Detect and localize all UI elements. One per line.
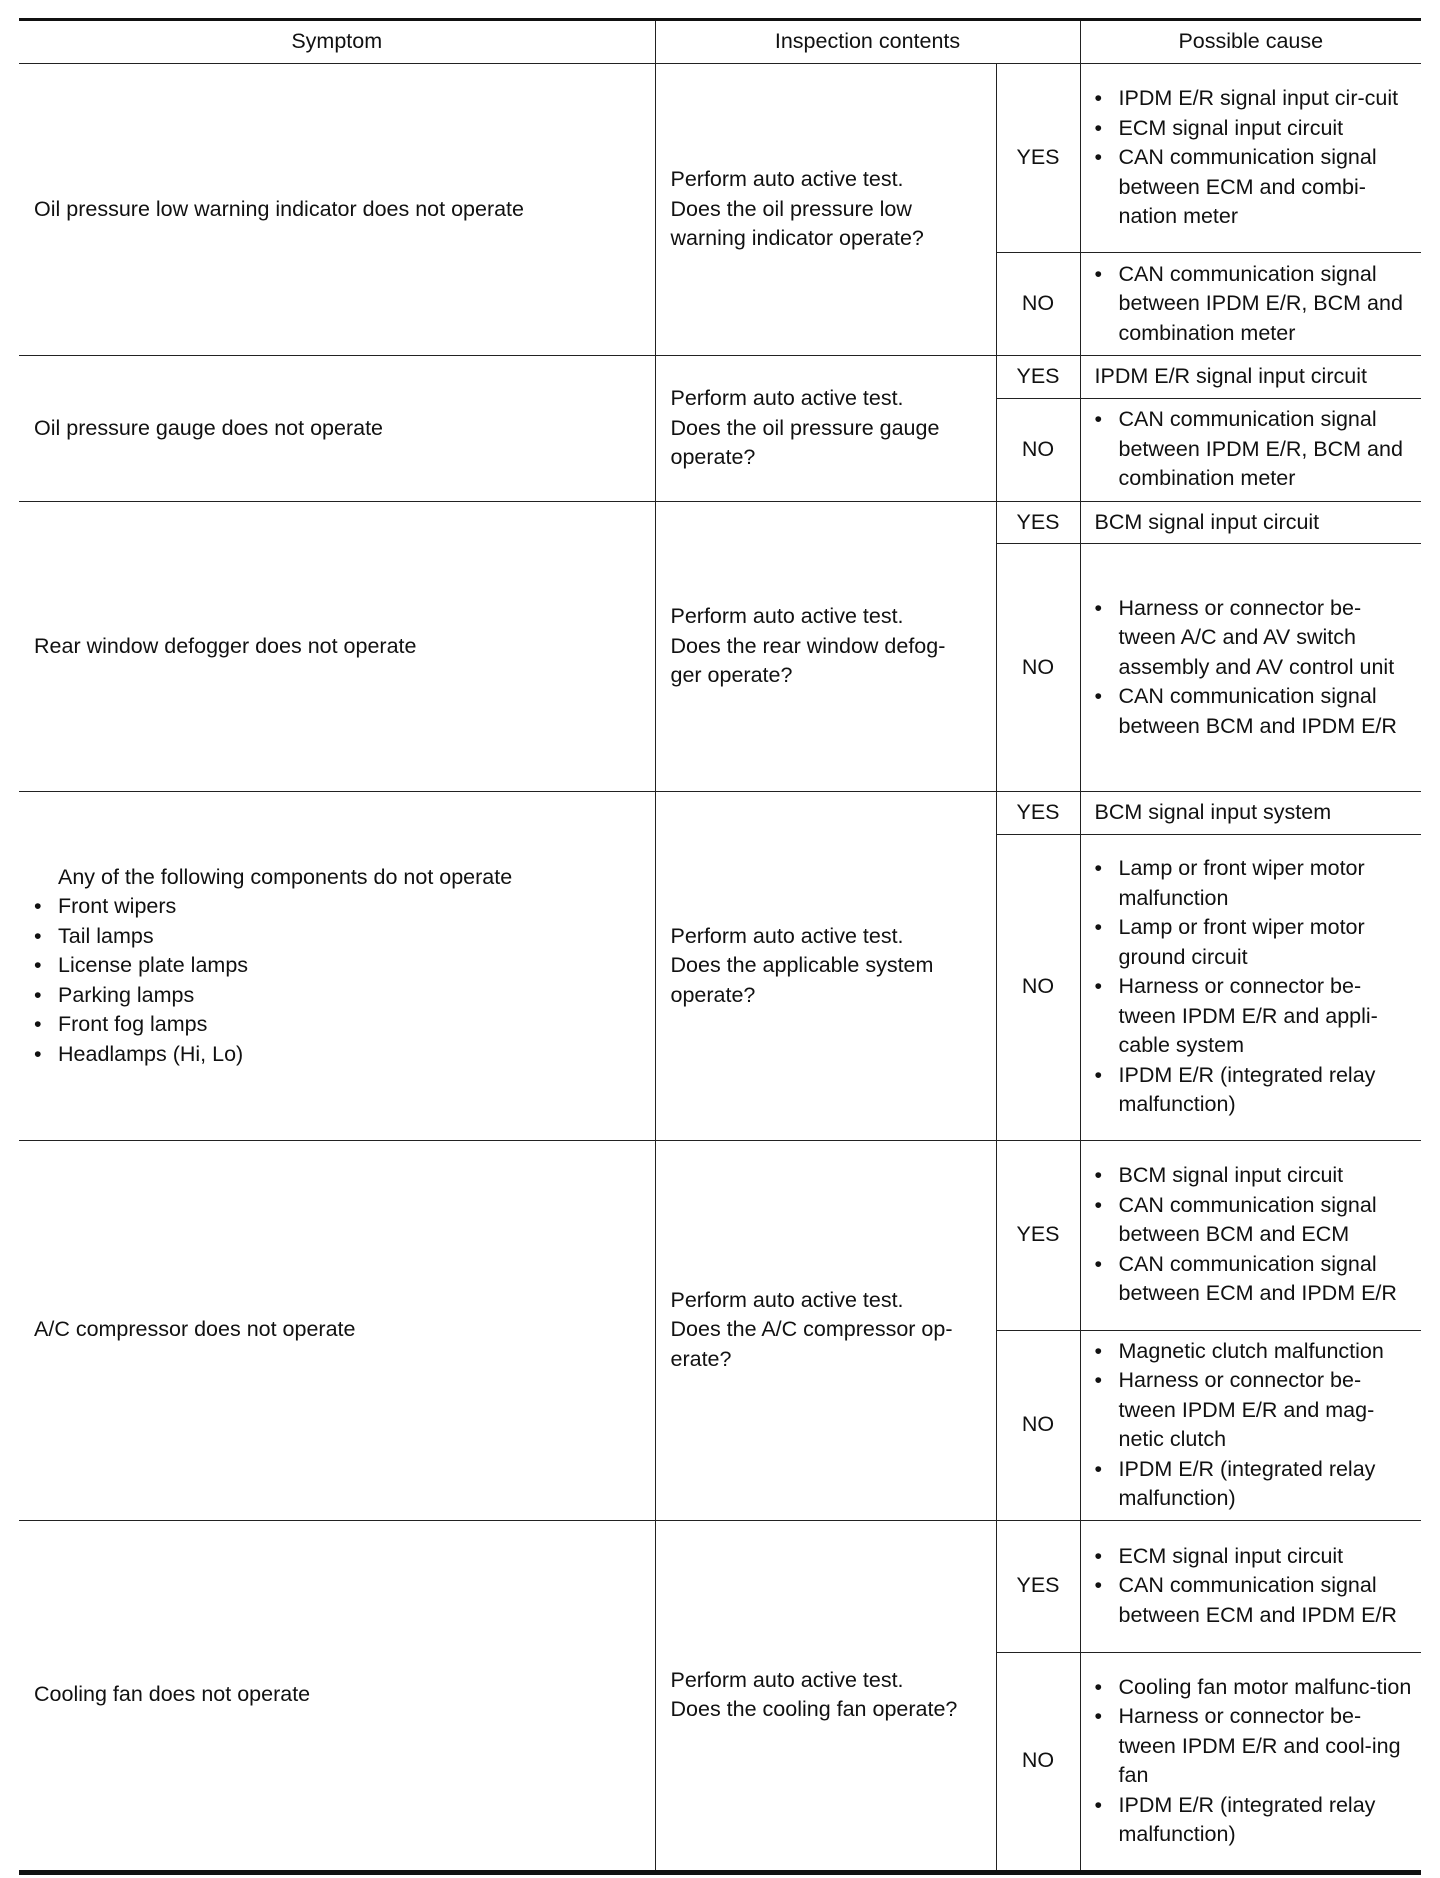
component-item: • Headlamps (Hi, Lo) bbox=[34, 1040, 639, 1070]
no-label: NO bbox=[996, 834, 1080, 1140]
cause-item: • Magnetic clutch malfunction bbox=[1095, 1337, 1414, 1367]
inspection-cell bbox=[655, 792, 996, 1141]
header-row bbox=[19, 20, 1421, 64]
no-label: NO bbox=[996, 1330, 1080, 1520]
table-row bbox=[19, 792, 1421, 835]
inspection-line: Does the oil pressure gauge bbox=[670, 415, 940, 440]
component-item: • Parking lamps bbox=[34, 981, 639, 1011]
inspection-cell bbox=[655, 356, 996, 502]
component-item: • License plate lamps bbox=[34, 951, 639, 981]
cause-item: • CAN communication signal between ECM and combi-nation meter bbox=[1095, 143, 1414, 232]
inspection-line: ger operate? bbox=[670, 663, 793, 687]
yes-label: YES bbox=[996, 356, 1080, 399]
cause-item: • CAN communication signal between IPDM E/R, BCM and combination meter bbox=[1095, 260, 1414, 349]
inspection-cell bbox=[655, 501, 996, 792]
no-label: NO bbox=[996, 253, 1080, 356]
cause-item: • Cooling fan motor malfunc-tion bbox=[1095, 1673, 1414, 1703]
header-cause: Possible cause bbox=[1080, 20, 1421, 64]
yes-label: YES bbox=[996, 792, 1080, 835]
inspection-line: warning indicator operate? bbox=[670, 226, 924, 251]
inspection-cell bbox=[655, 1520, 996, 1872]
inspection-line: Perform auto active test. bbox=[670, 386, 904, 410]
inspection-line: Perform auto active test. bbox=[670, 1287, 904, 1312]
possible-cause-cell bbox=[1080, 253, 1421, 356]
inspection-line: Perform auto active test. bbox=[670, 923, 904, 948]
table-row bbox=[19, 501, 1421, 544]
possible-cause-cell bbox=[1080, 834, 1421, 1140]
inspection-cell bbox=[655, 1140, 996, 1520]
cause-item: • CAN communication signal between BCM and ECM bbox=[1095, 1191, 1414, 1250]
table-row bbox=[19, 64, 1421, 253]
no-label: NO bbox=[996, 544, 1080, 792]
symptom-intro: Any of the following components do not operate bbox=[58, 864, 513, 889]
cause-item: • CAN communication signal between ECM and IPDM E/R bbox=[1095, 1250, 1414, 1309]
inspection-cell bbox=[655, 64, 996, 356]
cause-item: • Harness or connector be-tween IPDM E/R and mag-netic clutch bbox=[1095, 1366, 1414, 1455]
yes-label: YES bbox=[996, 64, 1080, 253]
inspection-line: Does the rear window defog- bbox=[670, 633, 946, 658]
symptom-cell: Cooling fan does not operate bbox=[19, 1520, 655, 1872]
yes-label: YES bbox=[996, 1520, 1080, 1652]
component-item: • Front wipers bbox=[34, 892, 639, 922]
table-row bbox=[19, 1520, 1421, 1652]
symptom-cell: A/C compressor does not operate bbox=[19, 1140, 655, 1520]
inspection-line: Does the A/C compressor op- bbox=[670, 1317, 953, 1342]
symptom-cell: Oil pressure low warning indicator does not operate bbox=[19, 64, 655, 356]
inspection-line: operate? bbox=[670, 445, 756, 469]
inspection-line: Does the oil pressure low bbox=[670, 196, 912, 221]
inspection-line: erate? bbox=[670, 1346, 732, 1371]
cause-item: • Lamp or front wiper motor malfunction bbox=[1095, 854, 1414, 913]
symptom-cell bbox=[19, 792, 655, 1141]
possible-cause-cell bbox=[1080, 64, 1421, 253]
component-item: • Tail lamps bbox=[34, 922, 639, 952]
cause-item: • IPDM E/R (integrated relay malfunction) bbox=[1095, 1061, 1414, 1120]
inspection-line: Does the applicable system bbox=[670, 953, 934, 977]
symptom-cell: Rear window defogger does not operate bbox=[19, 501, 655, 792]
cause-item: • Harness or connector be-tween IPDM E/R and cool-ing fan bbox=[1095, 1702, 1414, 1791]
cause-item: • CAN communication signal between IPDM E/R, BCM and combination meter bbox=[1095, 405, 1414, 494]
inspection-line: Does the cooling fan operate? bbox=[670, 1697, 958, 1721]
possible-cause-cell bbox=[1080, 1140, 1421, 1330]
no-label: NO bbox=[996, 398, 1080, 501]
symptom-cell: Oil pressure gauge does not operate bbox=[19, 356, 655, 502]
inspection-line: Perform auto active test. bbox=[670, 1667, 904, 1692]
inspection-line: Perform auto active test. bbox=[670, 167, 904, 192]
cause-item: • BCM signal input circuit bbox=[1095, 1161, 1414, 1191]
cause-item: • Harness or connector be-tween IPDM E/R and appli-cable system bbox=[1095, 972, 1414, 1061]
header-symptom: Symptom bbox=[19, 20, 655, 64]
cause-item: • ECM signal input circuit bbox=[1095, 114, 1414, 144]
cause-item: • IPDM E/R (integrated relay malfunction) bbox=[1095, 1455, 1414, 1514]
possible-cause-cell bbox=[1080, 544, 1421, 792]
cause-item: • Harness or connector be-tween A/C and AV switch assembly and AV control unit bbox=[1095, 594, 1414, 683]
possible-cause-cell bbox=[1080, 1330, 1421, 1520]
header-inspection: Inspection contents bbox=[655, 20, 1080, 64]
possible-cause-cell: BCM signal input system bbox=[1080, 792, 1421, 835]
yes-label: YES bbox=[996, 1140, 1080, 1330]
no-label: NO bbox=[996, 1652, 1080, 1872]
yes-label: YES bbox=[996, 501, 1080, 544]
possible-cause-cell bbox=[1080, 398, 1421, 501]
possible-cause-cell: BCM signal input circuit bbox=[1080, 501, 1421, 544]
possible-cause-cell bbox=[1080, 1652, 1421, 1872]
possible-cause-cell: IPDM E/R signal input circuit bbox=[1080, 356, 1421, 399]
table-row bbox=[19, 1140, 1421, 1330]
cause-item: • Lamp or front wiper motor ground circuit bbox=[1095, 913, 1414, 972]
cause-item: • IPDM E/R (integrated relay malfunction) bbox=[1095, 1791, 1414, 1850]
diagnosis-table bbox=[19, 18, 1421, 1875]
cause-item: • IPDM E/R signal input cir-cuit bbox=[1095, 84, 1414, 114]
cause-item: • CAN communication signal between ECM and IPDM E/R bbox=[1095, 1571, 1414, 1630]
component-item: • Front fog lamps bbox=[34, 1010, 639, 1040]
inspection-line: operate? bbox=[670, 982, 756, 1007]
possible-cause-cell bbox=[1080, 1520, 1421, 1652]
table-row bbox=[19, 356, 1421, 399]
inspection-line: Perform auto active test. bbox=[670, 604, 904, 628]
cause-item: • CAN communication signal between BCM and IPDM E/R bbox=[1095, 682, 1414, 741]
cause-item: • ECM signal input circuit bbox=[1095, 1542, 1414, 1572]
